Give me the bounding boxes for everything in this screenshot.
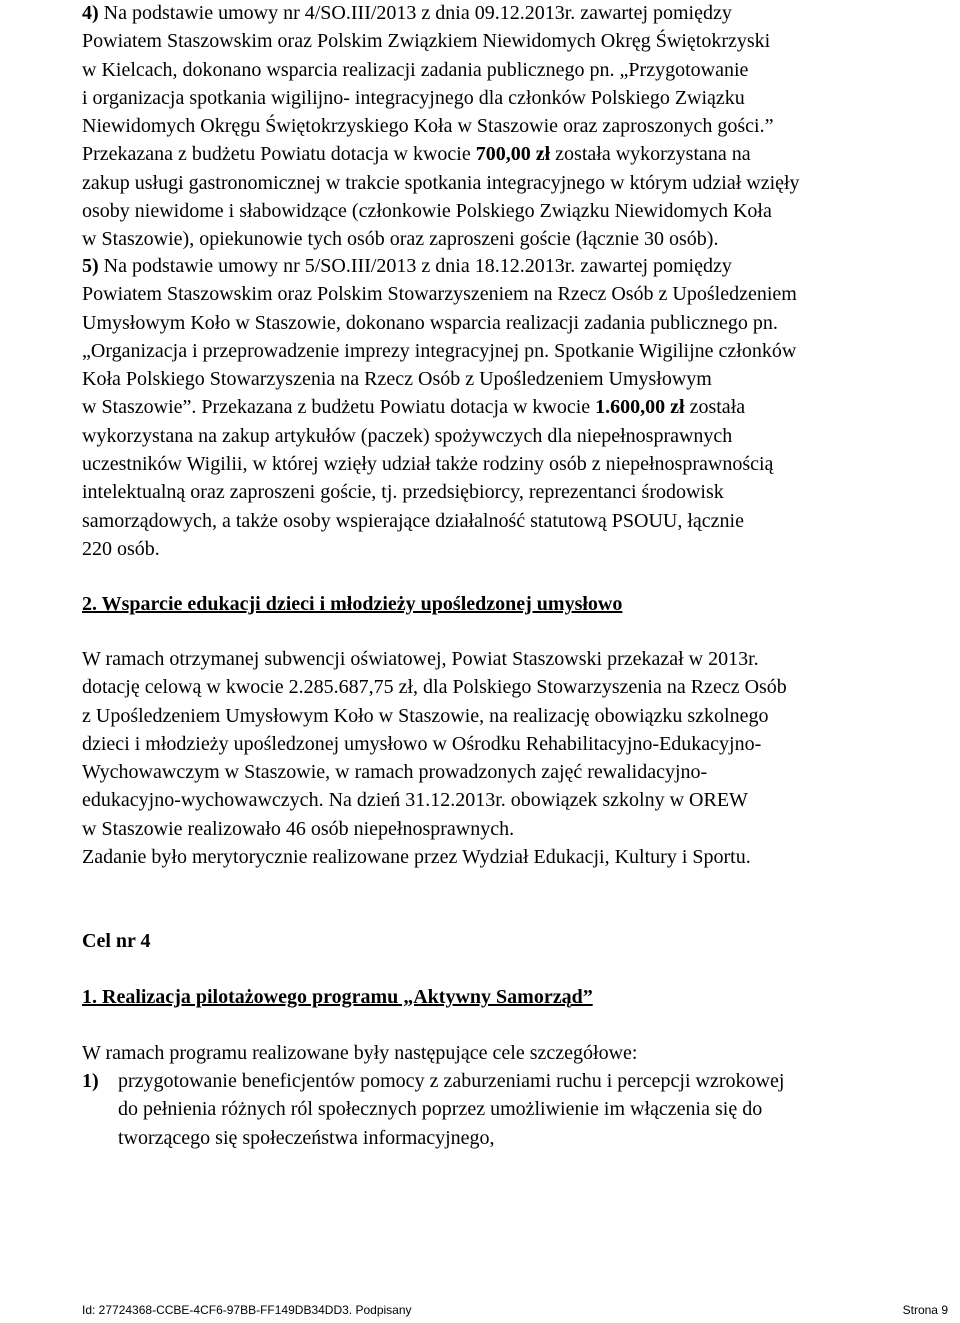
paragraph-item-5	[82, 252, 797, 563]
item5-number: 5)	[82, 255, 99, 277]
item5-line-5: Koła Polskiego Stowarzyszenia na Rzecz Osób z Upośledzeniem Umysłowym	[82, 368, 712, 391]
item5-line-9: intelektualną oraz zaproszeni goście, tj. przedsiębiorcy, reprezentanci środowisk	[82, 481, 724, 504]
item4-line-1: 4) Na podstawie umowy nr 4/SO.III/2013 z dnia 09.12.2013r. zawartej pomiędzy	[82, 2, 732, 24]
cel-heading: Cel nr 4	[82, 930, 151, 952]
item4-line-3: w Kielcach, dokonano wsparcia realizacji zadania publicznego pn. „Przygotowanie	[82, 58, 749, 81]
section2-line-2: dotację celową w kwocie 2.285.687,75 zł, dla Polskiego Stowarzyszenia na Rzecz Osób	[82, 676, 787, 699]
item4-amount: 700,00 zł	[475, 143, 551, 166]
list-item-line-1: przygotowanie beneficjentów pomocy z zaburzeniami ruchu i percepcji wzrokowej	[118, 1070, 785, 1092]
document-id: Id: 27724368-CCBE-4CF6-97BB-FF149DB34DD3. Podpisany	[82, 1303, 412, 1317]
page-footer	[82, 1303, 948, 1317]
section2-line-1: W ramach otrzymanej subwencji oświatowej, Powiat Staszowski przekazał w 2013r.	[82, 648, 759, 670]
item4-line-5: Niewidomych Okręgu Świętokrzyskiego Koła w Staszowie oraz zaproszonych gości.”	[82, 115, 774, 138]
item5-line-1: 5) Na podstawie umowy nr 5/SO.III/2013 z dnia 18.12.2013r. zawartej pomiędzy	[82, 255, 732, 277]
section2-line-5: Wychowawczym w Staszowie, w ramach prowadzonych zajęć rewalidacyjno-	[82, 761, 708, 784]
item5-line-4: „Organizacja i przeprowadzenie imprezy integracyjnej pn. Spotkanie Wigilijne członków	[82, 339, 797, 362]
item5-line-8: uczestników Wigilii, w której wzięły udział także rodziny osób z niepełnosprawnością	[82, 453, 774, 476]
cel-intro: W ramach programu realizowane były następujące cele szczegółowe:	[82, 1042, 638, 1064]
item4-line-2: Powiatem Staszowskim oraz Polskim Związkiem Niewidomych Okręg Świętokrzyski	[82, 30, 771, 53]
section2-line-4: dzieci i młodzieży upośledzonej umysłowo w Ośrodku Rehabilitacyjno-Edukacyjno-	[82, 732, 762, 755]
paragraph-section-2	[82, 645, 787, 871]
item4-line-9: w Staszowie), opiekunowie tych osób oraz zaproszeni goście (łącznie 30 osób).	[82, 228, 719, 251]
item4-line-4: i organizacja spotkania wigilijno- integracyjnego dla członków Polskiego Związku	[82, 86, 745, 109]
section2-line-3: z Upośledzeniem Umysłowym Koło w Staszowie, na realizację obowiązku szkolnego	[82, 704, 769, 727]
list-item-line-3: tworzącego się społeczeństwa informacyjnego,	[118, 1126, 495, 1149]
item4-line-6: Przekazana z budżetu Powiatu dotacja w kwocie 700,00 zł została wykorzystana na	[82, 143, 751, 166]
item4-line-8: osoby niewidome i słabowidzące (członkowie Polskiego Związku Niewidomych Koła	[82, 200, 772, 223]
cel-sub-heading: 1. Realizacja pilotażowego programu „Aktywny Samorząd”	[82, 986, 593, 1008]
page-number: Strona 9	[902, 1303, 948, 1317]
item5-line-2: Powiatem Staszowskim oraz Polskim Stowarzyszeniem na Rzecz Osób z Upośledzeniem	[82, 283, 797, 306]
list-item-line-2: do pełnienia różnych ról społecznych poprzez umożliwienie im włączenia się do	[118, 1098, 763, 1121]
item5-line-7: wykorzystana na zakup artykułów (paczek) spożywczych dla niepełnosprawnych	[82, 424, 733, 447]
item5-line-3: Umysłowym Koło w Staszowie, dokonano wsparcia realizacji zadania publicznego pn.	[82, 311, 778, 334]
item4-line-7: zakup usługi gastronomicznej w trakcie spotkania integracyjnego w którym udział wzięły	[82, 171, 800, 194]
section2-line-7: w Staszowie realizowało 46 osób niepełnosprawnych.	[82, 817, 515, 840]
paragraph-item-4	[82, 0, 800, 254]
item5-line-11: 220 osób.	[82, 537, 160, 560]
item5-line-6: w Staszowie”. Przekazana z budżetu Powiatu dotacja w kwocie 1.600,00 zł została	[82, 396, 746, 419]
section2-line-8: Zadanie było merytorycznie realizowane przez Wydział Edukacji, Kultury i Sportu.	[82, 846, 751, 869]
list-item	[82, 1067, 784, 1152]
section2-line-6: edukacyjno-wychowawczych. Na dzień 31.12.2013r. obowiązek szkolny w OREW	[82, 789, 748, 812]
list-item-number: 1)	[82, 1070, 99, 1092]
item4-number: 4)	[82, 2, 99, 24]
item5-amount: 1.600,00 zł	[595, 396, 685, 419]
section-2-heading: 2. Wsparcie edukacji dzieci i młodzieży upośledzonej umysłowo	[82, 593, 623, 615]
item5-line-10: samorządowych, a także osoby wspierające działalność statutową PSOUU, łącznie	[82, 509, 744, 532]
